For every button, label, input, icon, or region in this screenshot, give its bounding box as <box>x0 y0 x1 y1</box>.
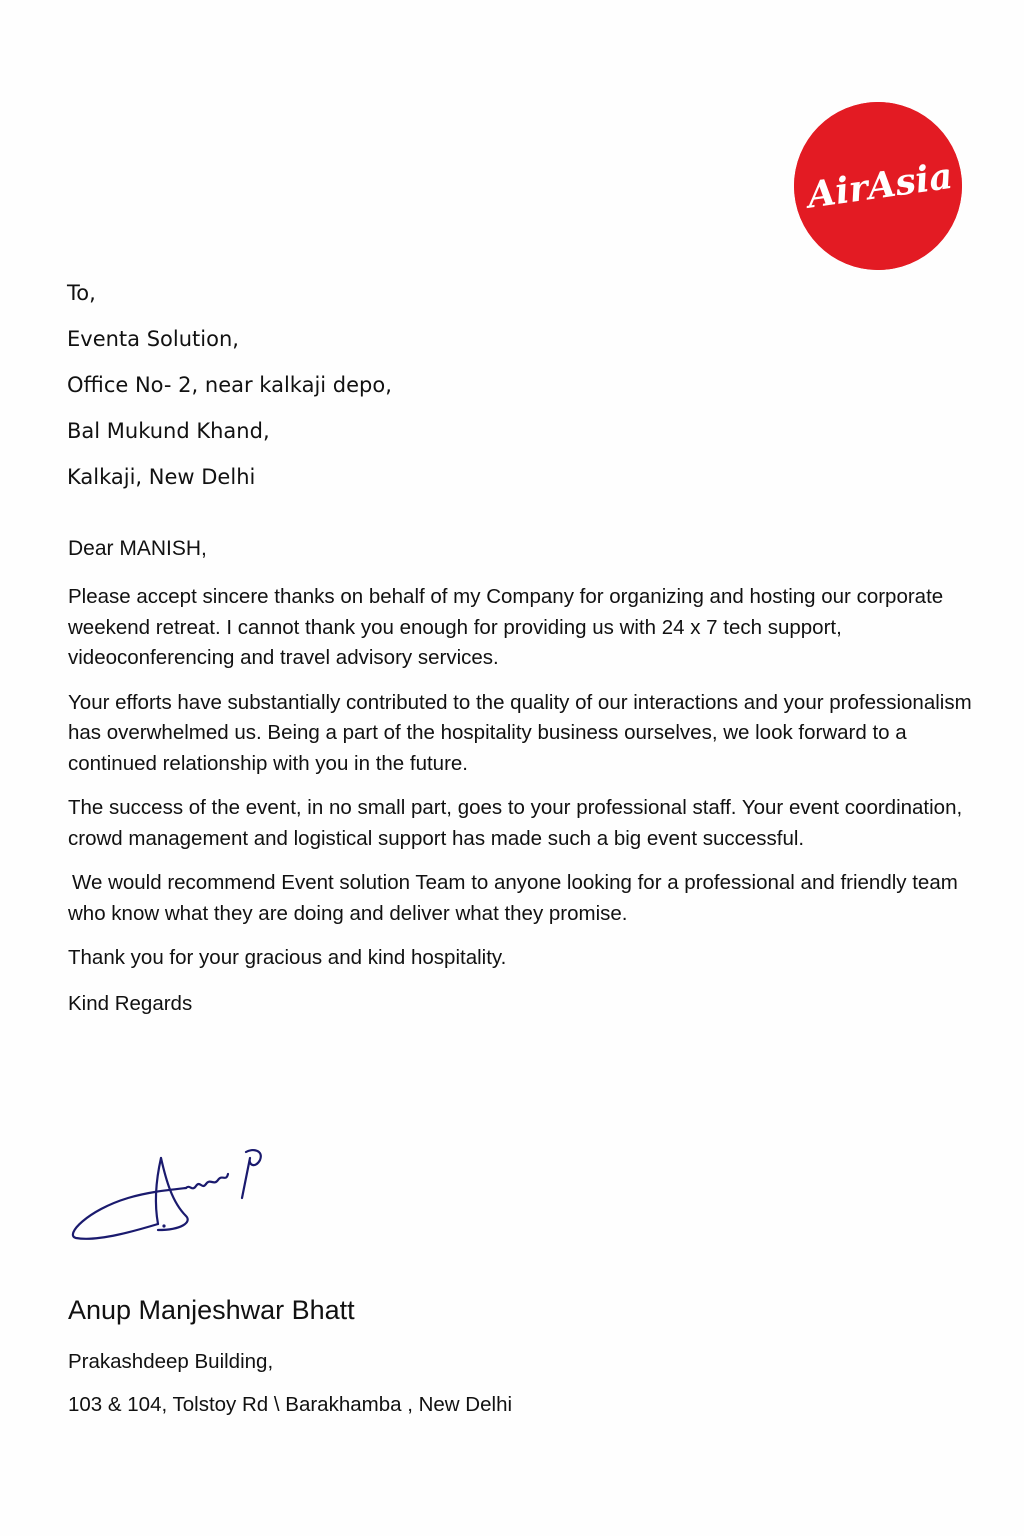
address-line-office: Office No- 2, near kalkaji depo, <box>67 373 392 397</box>
paragraph-thanks: Please accept sincere thanks on behalf of my Company for organizing and hosting our corporate weekend retreat. I cannot thank you enough for providing us with 24 x 7 tech support, videoconferencing and travel advisory services. <box>68 585 944 669</box>
address-line-company: Eventa Solution, <box>67 327 239 351</box>
handwritten-signature <box>68 1140 278 1250</box>
recipient-address <box>67 270 392 500</box>
airasia-logo <box>794 102 962 270</box>
signer-address-line-2: 103 & 104, Tolstoy Rd \ Barakhamba , New Delhi <box>68 1393 513 1416</box>
signer-block <box>68 1290 512 1426</box>
airasia-logo-wordmark <box>794 102 962 270</box>
address-line-to: To, <box>67 281 96 305</box>
address-line-area: Bal Mukund Khand, <box>67 419 270 443</box>
paragraph-success: The success of the event, in no small part, goes to your professional staff. Your event coordination, crowd management and logistical support has made such a big event successful. <box>68 796 963 850</box>
closing-thanks: Thank you for your gracious and kind hospitality. <box>68 946 507 969</box>
svg-text:AirAsia: AirAsia <box>804 154 956 217</box>
paragraph-recommend: We would recommend Event solution Team to anyone looking for a professional and friendly team who know what they are doing and deliver what they promise. <box>68 871 958 925</box>
closing-regards: Kind Regards <box>68 992 193 1015</box>
paragraph-efforts: Your efforts have substantially contributed to the quality of our interactions and your professionalism has overwhelmed us. Being a part of the hospitality business ourselves, we look forward to a continued relationship with you in the future. <box>68 690 972 775</box>
letter-body <box>68 534 988 1019</box>
signer-address-line-1: Prakashdeep Building, <box>68 1350 274 1373</box>
address-line-city: Kalkaji, New Delhi <box>67 465 256 489</box>
signer-name: Anup Manjeshwar Bhatt <box>68 1295 355 1325</box>
salutation: Dear MANISH, <box>68 537 207 560</box>
signature-drawing <box>68 1140 278 1250</box>
